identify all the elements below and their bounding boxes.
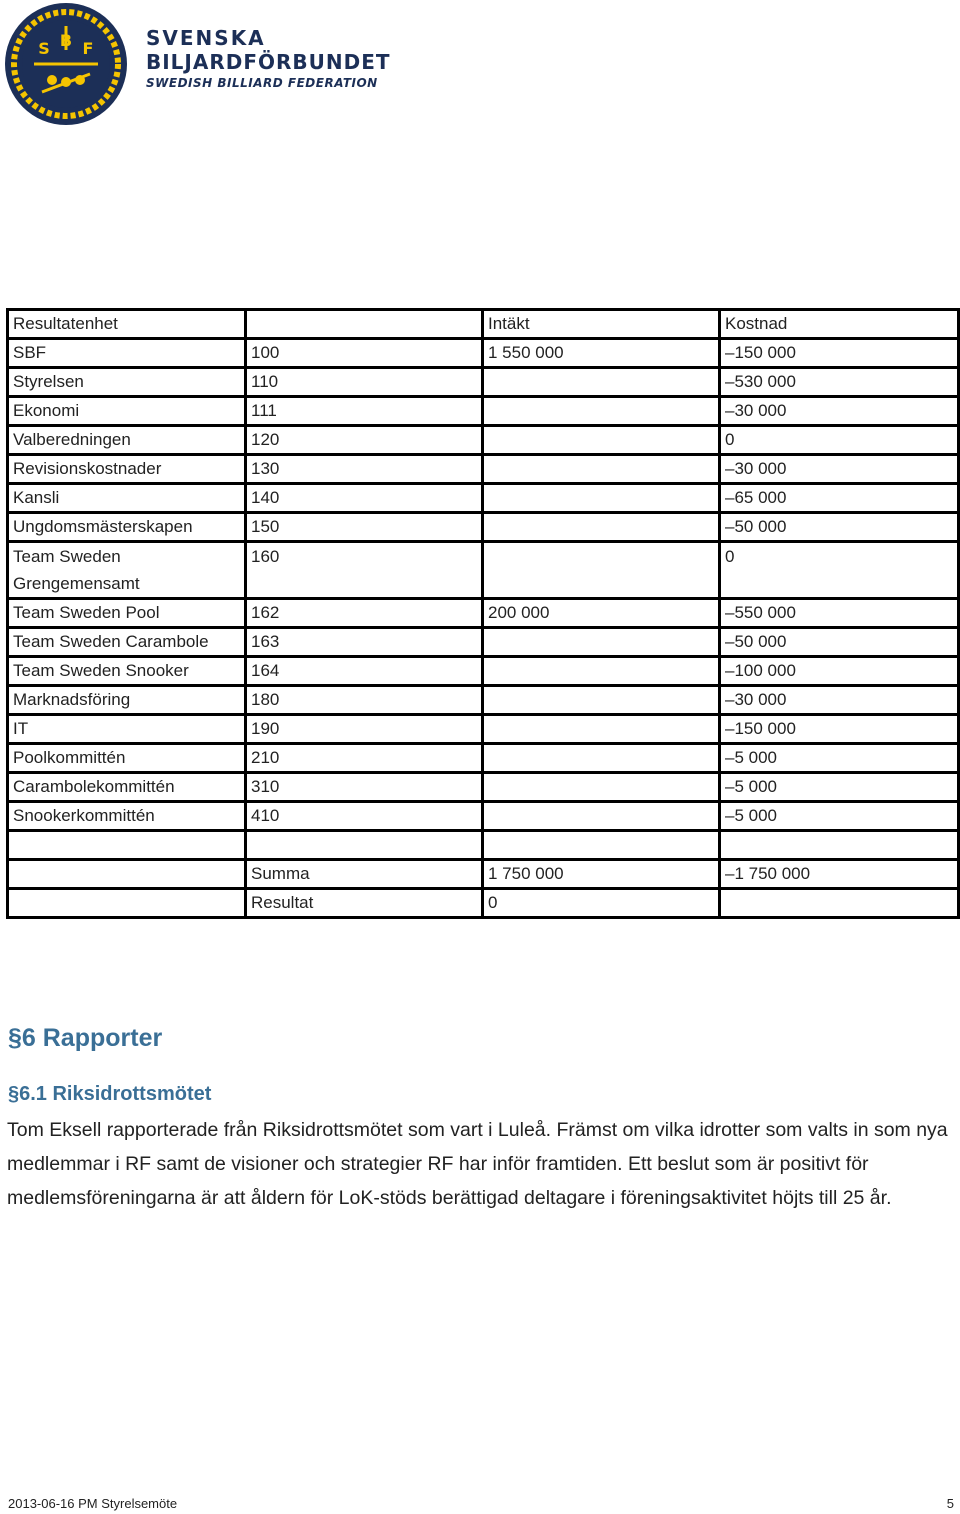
cell-code: 140 xyxy=(246,484,483,513)
cell-income xyxy=(483,657,720,686)
cell-income xyxy=(483,773,720,802)
cell-unit xyxy=(8,831,246,860)
budget-table xyxy=(6,308,960,919)
cell-cost xyxy=(720,888,959,917)
cell-unit: Revisionskostnader xyxy=(8,455,246,484)
table-row xyxy=(8,744,959,773)
table-row xyxy=(8,773,959,802)
cell-unit: Team Sweden Carambole xyxy=(8,628,246,657)
cell-income: 200 000 xyxy=(483,599,720,628)
sbf-logo xyxy=(4,2,128,126)
cell-income xyxy=(483,744,720,773)
cell-cost: –65 000 xyxy=(720,484,959,513)
cell-unit xyxy=(8,859,246,888)
footer-meeting-label: 2013-06-16 PM Styrelsemöte xyxy=(8,1496,178,1511)
table-row xyxy=(8,686,959,715)
cell-cost: –30 000 xyxy=(720,455,959,484)
cell-income xyxy=(483,397,720,426)
cell-code: 410 xyxy=(246,802,483,831)
cell-cost: –550 000 xyxy=(720,599,959,628)
cell-code: 120 xyxy=(246,426,483,455)
cell-code: Summa xyxy=(246,859,483,888)
cell-unit xyxy=(8,888,246,917)
header-cell-code xyxy=(246,310,483,339)
cell-unit: Team Sweden Pool xyxy=(8,599,246,628)
cell-code xyxy=(246,831,483,860)
cell-income xyxy=(483,686,720,715)
organization-name xyxy=(146,26,391,92)
cell-code: 180 xyxy=(246,686,483,715)
cell-cost: –1 750 000 xyxy=(720,859,959,888)
footer-page-number: 5 xyxy=(946,1496,954,1511)
cell-cost: –100 000 xyxy=(720,657,959,686)
cell-code: 130 xyxy=(246,455,483,484)
cell-income xyxy=(483,542,720,599)
cell-code: 162 xyxy=(246,599,483,628)
section-subheading: §6.1 Riksidrottsmötet xyxy=(8,1083,212,1105)
cell-unit: Snookerkommittén xyxy=(8,802,246,831)
cell-cost xyxy=(720,831,959,860)
cell-unit: Valberedningen xyxy=(8,426,246,455)
table-row xyxy=(8,888,959,917)
budget-table-body xyxy=(8,339,959,918)
header-cell-cost: Kostnad xyxy=(720,310,959,339)
cell-code: Resultat xyxy=(246,888,483,917)
table-row xyxy=(8,513,959,542)
cell-unit: Carambolekommittén xyxy=(8,773,246,802)
cell-code: 150 xyxy=(246,513,483,542)
table-row xyxy=(8,426,959,455)
table-row xyxy=(8,859,959,888)
cell-unit: Kansli xyxy=(8,484,246,513)
header-cell-unit: Resultatenhet xyxy=(8,310,246,339)
cell-income xyxy=(483,628,720,657)
cell-cost: 0 xyxy=(720,542,959,599)
cell-code: 210 xyxy=(246,744,483,773)
cell-income xyxy=(483,802,720,831)
table-row xyxy=(8,339,959,368)
section-heading: §6 Rapporter xyxy=(8,1024,163,1052)
cell-income xyxy=(483,484,720,513)
cell-unit: Ungdomsmästerskapen xyxy=(8,513,246,542)
table-row xyxy=(8,484,959,513)
cell-income: 0 xyxy=(483,888,720,917)
cell-unit: Styrelsen xyxy=(8,368,246,397)
cell-cost: –5 000 xyxy=(720,744,959,773)
svg-text:S: S xyxy=(38,39,50,58)
cell-unit: Team Sweden Grengemensamt xyxy=(8,542,246,599)
cell-code: 164 xyxy=(246,657,483,686)
cell-code: 100 xyxy=(246,339,483,368)
cell-cost: –150 000 xyxy=(720,715,959,744)
cell-code: 111 xyxy=(246,397,483,426)
table-row xyxy=(8,542,959,599)
cell-cost: –50 000 xyxy=(720,513,959,542)
cell-code: 110 xyxy=(246,368,483,397)
table-row xyxy=(8,802,959,831)
cell-cost: –150 000 xyxy=(720,339,959,368)
table-header-row xyxy=(8,310,959,339)
cell-unit: IT xyxy=(8,715,246,744)
cell-income xyxy=(483,455,720,484)
cell-cost: 0 xyxy=(720,426,959,455)
cell-code: 310 xyxy=(246,773,483,802)
cell-cost: –530 000 xyxy=(720,368,959,397)
org-name-line2: BILJARDFÖRBUNDET xyxy=(146,50,391,74)
org-name-english: SWEDISH BILLIARD FEDERATION xyxy=(146,76,378,90)
section-body-text: Tom Eksell rapporterade från Riksidrottsmötet som vart i Luleå. Främst om vilka idrotter som valts in som nya medlemmar i RF samt de visioner och strategier RF har inför framtiden. Ett beslut som är positivt för medlemsföreningarna är att åldern för LoK-stöds berättigad deltagare i föreningsaktivitet höjts till 25 år. xyxy=(7,1119,948,1209)
org-name-line1: SVENSKA xyxy=(146,26,266,50)
cell-income: 1 750 000 xyxy=(483,859,720,888)
cell-cost: –5 000 xyxy=(720,773,959,802)
cell-income xyxy=(483,831,720,860)
cell-income: 1 550 000 xyxy=(483,339,720,368)
table-row xyxy=(8,368,959,397)
cell-income xyxy=(483,513,720,542)
table-row xyxy=(8,831,959,860)
cell-income xyxy=(483,426,720,455)
table-row xyxy=(8,599,959,628)
cell-cost: –30 000 xyxy=(720,397,959,426)
svg-text:F: F xyxy=(82,39,94,58)
cell-code: 190 xyxy=(246,715,483,744)
cell-code: 163 xyxy=(246,628,483,657)
cell-unit: Poolkommittén xyxy=(8,744,246,773)
cell-unit: SBF xyxy=(8,339,246,368)
cell-cost: –5 000 xyxy=(720,802,959,831)
cell-unit: Marknadsföring xyxy=(8,686,246,715)
cell-income xyxy=(483,368,720,397)
cell-cost: –50 000 xyxy=(720,628,959,657)
table-row xyxy=(8,455,959,484)
cell-unit: Team Sweden Snooker xyxy=(8,657,246,686)
table-row xyxy=(8,397,959,426)
table-row xyxy=(8,715,959,744)
cell-code: 160 xyxy=(246,542,483,599)
header-cell-income: Intäkt xyxy=(483,310,720,339)
table-row xyxy=(8,657,959,686)
svg-text:B: B xyxy=(59,31,73,50)
table-row xyxy=(8,628,959,657)
cell-unit: Ekonomi xyxy=(8,397,246,426)
cell-cost: –30 000 xyxy=(720,686,959,715)
cell-income xyxy=(483,715,720,744)
